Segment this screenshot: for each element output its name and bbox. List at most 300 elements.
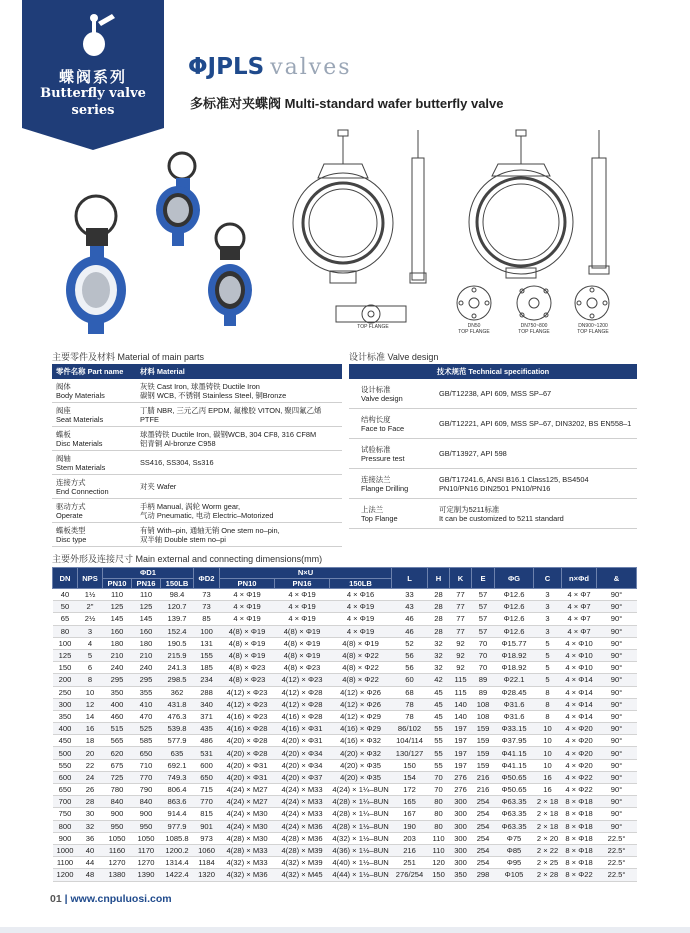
dimensions-cell: 110 [103, 589, 132, 601]
dimensions-cell: 3 [534, 613, 562, 625]
dimensions-cell: 4 × Φ19 [275, 589, 330, 601]
dimensions-cell: 300 [450, 808, 472, 820]
materials-row [52, 523, 342, 547]
dimensions-cell: 4(16) × Φ32 [330, 735, 392, 747]
design-value [433, 449, 637, 458]
materials-material [136, 526, 342, 544]
dimensions-cell: 28 [78, 796, 103, 808]
dimensions-cell: 92 [450, 662, 472, 674]
dimensions-cell: 4(24) × M30 [220, 808, 275, 820]
dimensions-cell: 770 [132, 771, 161, 783]
dimensions-cell: 977.9 [161, 820, 194, 832]
dimensions-cell: 400 [53, 723, 78, 735]
dimensions-cell: 4 × Φ19 [330, 601, 392, 613]
materials-material-line1: 手柄 Manual, 涡轮 Worm gear, [140, 501, 241, 511]
design-label-en: Flange Drilling [361, 483, 409, 493]
design-label [349, 445, 433, 463]
dimensions-cell: 1060 [194, 844, 220, 856]
dimensions-table-body [53, 589, 637, 882]
dimensions-cell: 8 [78, 674, 103, 686]
design-value-line1: GB/T17241.6, ANSI B16.1 Class125, BS4504 [439, 474, 589, 484]
dimensions-cell: 4(32) × M36 [220, 869, 275, 881]
dimensions-cell: 4(8) × Φ19 [275, 637, 330, 649]
dimensions-cell: 2 × 18 [534, 820, 562, 832]
materials-row [52, 379, 342, 403]
dimensions-cell: 1184 [194, 857, 220, 869]
dimensions-cell: 515 [103, 723, 132, 735]
dimensions-cell: 40 [53, 589, 78, 601]
dimensions-cell: 22.5° [597, 832, 637, 844]
materials-material-line1: 球墨铸铁 Ductile Iron, 碳钢WCB, 304 CF8, 316 CF8M [140, 429, 317, 439]
dimensions-cell: 298 [472, 869, 495, 881]
dimensions-cell: 6 [78, 662, 103, 674]
dimensions-cell: 4(8) × Φ19 [220, 649, 275, 661]
materials-material-line1: SS416, SS304, Ss316 [140, 458, 214, 467]
dimensions-cell: 234 [194, 674, 220, 686]
dimensions-cell: 531 [194, 747, 220, 759]
materials-material-line1: 灰铁 Cast Iron, 球墨铸铁 Ductile Iron [140, 381, 260, 391]
dimensions-cell: 300 [450, 796, 472, 808]
dimensions-cell: 4(8) × Φ19 [275, 649, 330, 661]
dimensions-cell: 28 [428, 601, 450, 613]
dimensions-cell: 32 [428, 637, 450, 649]
materials-material [136, 406, 342, 424]
dimensions-cell: 241.3 [161, 662, 194, 674]
dimensions-cell: 110 [428, 832, 450, 844]
dimensions-cell: 300 [450, 832, 472, 844]
dimensions-cell: 197 [450, 747, 472, 759]
dimensions-row [53, 698, 637, 710]
materials-part-en: Operate [56, 510, 83, 520]
dimensions-cell: 4(20) × Φ37 [275, 771, 330, 783]
dimensions-cell: 104/114 [392, 735, 428, 747]
dimensions-cell: 240 [103, 662, 132, 674]
design-row [349, 499, 637, 529]
dimensions-cell: 2 × 28 [534, 869, 562, 881]
dimensions-cell: 92 [450, 649, 472, 661]
dimensions-cell: 4 × Φ14 [562, 710, 597, 722]
design-value [433, 419, 637, 428]
dimensions-cell: 8 [534, 698, 562, 710]
dimensions-cell: Φ105 [495, 869, 534, 881]
materials-material-line2: 双半轴 Double stem no–pi [140, 534, 226, 544]
dimensions-row [53, 649, 637, 661]
materials-header-part: 零件名称 Part name [56, 367, 124, 376]
design-value [433, 475, 637, 493]
dimensions-row [53, 844, 637, 856]
dimensions-cell: 4(28) × 1¼–8UN [330, 808, 392, 820]
design-label [349, 415, 433, 433]
badge-title-en-line2: series [71, 103, 115, 118]
dimensions-cell: 92 [450, 637, 472, 649]
dimensions-cell: 650 [132, 747, 161, 759]
dimensions-cell: 139.7 [161, 613, 194, 625]
dimensions-cell: 3 [534, 601, 562, 613]
design-row [349, 469, 637, 499]
dimensions-cell: 90° [597, 771, 637, 783]
dimensions-row [53, 832, 637, 844]
design-value-line1: 可定制为5211标准 [439, 504, 500, 514]
dimensions-cell: 145 [132, 613, 161, 625]
dimensions-cell: 4(44) × 1½–8UN [330, 869, 392, 881]
dimensions-cell: 4 × Φ19 [275, 601, 330, 613]
dimensions-cell: 90° [597, 735, 637, 747]
dimensions-cell: Φ12.6 [495, 613, 534, 625]
dimensions-cell: 90° [597, 820, 637, 832]
design-label [349, 505, 433, 523]
page-subtitle: 多标准对夹蝶阀 Multi-standard wafer butterfly valve [190, 96, 504, 111]
dimensions-cell: 4(32) × M39 [275, 857, 330, 869]
dimensions-cell: 90° [597, 613, 637, 625]
dimensions-cell: Φ63.35 [495, 808, 534, 820]
dimensions-cell: 90° [597, 747, 637, 759]
dimensions-cell: 800 [53, 820, 78, 832]
dimensions-cell: 4(12) × Φ28 [275, 698, 330, 710]
dimensions-cell: 4 × Φ20 [562, 759, 597, 771]
dimensions-cell: 10 [78, 686, 103, 698]
dimensions-cell: 56 [392, 649, 428, 661]
dimensions-cell: 1085.8 [161, 832, 194, 844]
dimensions-cell: 863.6 [161, 796, 194, 808]
valve-photo-gear-small [156, 153, 200, 246]
dimensions-cell: 190 [392, 820, 428, 832]
dimensions-cell: 470 [132, 710, 161, 722]
dimensions-cell: 8 [534, 686, 562, 698]
dimensions-section-title: 主要外形及连接尺寸 Main external and connecting dimensions(mm) [52, 554, 323, 564]
dimensions-cell: 4(16) × Φ28 [220, 723, 275, 735]
dimensions-cell: 5 [534, 637, 562, 649]
dimensions-cell: 216 [472, 784, 495, 796]
materials-material-line2: 铝青铜 Al-bronze C958 [140, 438, 216, 448]
design-row [349, 379, 637, 409]
dimensions-cell: 1000 [53, 844, 78, 856]
dimensions-cell: 1160 [103, 844, 132, 856]
dimensions-cell: 4 × Φ10 [562, 649, 597, 661]
materials-row [52, 451, 342, 475]
materials-material [136, 458, 342, 467]
dimensions-cell: 130/127 [392, 747, 428, 759]
dimensions-cell: 749.3 [161, 771, 194, 783]
dimensions-cell: 460 [103, 710, 132, 722]
dimensions-cell: 4 × Φ19 [330, 625, 392, 637]
dimensions-cell: Φ12.6 [495, 589, 534, 601]
dimensions-cell: 450 [53, 735, 78, 747]
dimensions-cell: 203 [392, 832, 428, 844]
dimensions-cell: 16 [78, 723, 103, 735]
dimensions-cell: 4(32) × M33 [220, 857, 275, 869]
dimensions-cell: Φ37.95 [495, 735, 534, 747]
materials-material-line1: 对夹 Wafer [140, 482, 177, 491]
design-value-line2: PN10/PN16 DIN2501 PN10/PN16 [439, 483, 551, 493]
dimensions-cell: 692.1 [161, 759, 194, 771]
dimensions-cell: 4(24) × M33 [275, 796, 330, 808]
dimensions-cell: 90° [597, 686, 637, 698]
dimensions-cell: 770 [194, 796, 220, 808]
dimensions-cell: Φ50.65 [495, 784, 534, 796]
dimensions-cell: 1050 [132, 832, 161, 844]
dimensions-cell: 4(20) × Φ31 [220, 771, 275, 783]
dimensions-cell: 2½ [78, 613, 103, 625]
dimensions-cell: 250 [53, 686, 78, 698]
design-label-cn: 结构长度 [361, 414, 391, 424]
dimensions-cell: 1380 [103, 869, 132, 881]
dimensions-cell: 4 × Φ10 [562, 637, 597, 649]
dimensions-row [53, 808, 637, 820]
dimensions-cell: 4 × Φ7 [562, 589, 597, 601]
dimensions-cell: 815 [194, 808, 220, 820]
dimensions-cell: 90° [597, 723, 637, 735]
dimensions-cell: 650 [194, 771, 220, 783]
dimensions-row [53, 637, 637, 649]
dimensions-cell: 90° [597, 589, 637, 601]
dimensions-cell: 950 [103, 820, 132, 832]
dimensions-cell: 1314.4 [161, 857, 194, 869]
dimensions-cell: 4(32) × M45 [275, 869, 330, 881]
dimensions-cell: 476.3 [161, 710, 194, 722]
materials-material-line2: 碳钢 WCB, 不锈钢 Stainless Steel, 铜Bronze [140, 390, 287, 400]
dimensions-cell: 180 [132, 637, 161, 649]
dimensions-cell: 4(12) × Φ23 [220, 686, 275, 698]
dimensions-cell: 42 [428, 674, 450, 686]
dimensions-cell: 914.4 [161, 808, 194, 820]
materials-part-cn: 连接方式 [56, 477, 86, 487]
dimensions-cell: 577.9 [161, 735, 194, 747]
materials-part [52, 478, 136, 496]
dimensions-cell: 1170 [132, 844, 161, 856]
caption-dn: DN50 [467, 323, 481, 329]
dimensions-cell: 28 [428, 613, 450, 625]
dimensions-cell: 4(28) × M30 [220, 832, 275, 844]
dimensions-table-head [53, 568, 637, 589]
dimensions-cell: 4(8) × Φ22 [330, 649, 392, 661]
brand-logo-mark: ΦJPLS [188, 54, 265, 80]
dimensions-cell: 675 [103, 759, 132, 771]
dimensions-cell: 4 × Φ20 [562, 747, 597, 759]
dimensions-cell: 30 [78, 808, 103, 820]
dimensions-row [53, 625, 637, 637]
dimensions-cell: 8 × Φ18 [562, 796, 597, 808]
dimensions-cell: 1320 [194, 869, 220, 881]
design-row [349, 439, 637, 469]
dimensions-cell: Φ28.45 [495, 686, 534, 698]
dimensions-cell: 89 [472, 686, 495, 698]
dimensions-cell: 4(20) × Φ34 [275, 759, 330, 771]
dim-head-c: C [534, 568, 562, 589]
dimensions-cell: 431.8 [161, 698, 194, 710]
dimensions-cell: 85 [194, 613, 220, 625]
drawing-top-flange-1 [336, 305, 406, 323]
dimensions-cell: 4 × Φ19 [220, 601, 275, 613]
dimensions-cell: 70 [472, 662, 495, 674]
dimensions-cell: 190.5 [161, 637, 194, 649]
dimensions-cell: Φ41.15 [495, 759, 534, 771]
dim-head-nxu-150lb: 150LB [330, 578, 392, 589]
dimensions-cell: 216 [472, 771, 495, 783]
dimensions-cell: 400 [103, 698, 132, 710]
dimensions-cell: 89 [472, 674, 495, 686]
dimensions-cell: 4(24) × M36 [275, 820, 330, 832]
dimensions-cell: 950 [132, 820, 161, 832]
dimensions-cell: 620 [103, 747, 132, 759]
dimensions-cell: 10 [534, 723, 562, 735]
dimensions-cell: 16 [534, 771, 562, 783]
materials-part-cn: 阀座 [56, 405, 71, 415]
dimensions-cell: 4(8) × Φ19 [275, 625, 330, 637]
dimensions-cell: 1200 [53, 869, 78, 881]
dimensions-cell: 14 [78, 710, 103, 722]
dimensions-cell: 4(16) × Φ31 [275, 723, 330, 735]
dim-head-nps: NPS [78, 568, 103, 589]
dimensions-cell: 32 [78, 820, 103, 832]
dimensions-cell: 4(16) × Φ28 [275, 710, 330, 722]
dimensions-row [53, 674, 637, 686]
dimensions-cell: 4 × Φ19 [220, 613, 275, 625]
dimensions-cell: 45 [428, 686, 450, 698]
dimensions-cell: 90° [597, 808, 637, 820]
dimensions-cell: 1100 [53, 857, 78, 869]
dimensions-cell: 350 [103, 686, 132, 698]
dimensions-cell: 4 × Φ16 [330, 589, 392, 601]
dimensions-cell: 90° [597, 796, 637, 808]
dimensions-cell: 159 [472, 723, 495, 735]
dimensions-cell: 4(16) × Φ23 [220, 710, 275, 722]
dimensions-cell: 350 [53, 710, 78, 722]
dimensions-cell: 3 [534, 589, 562, 601]
materials-material-line1: 有销 With–pin, 通轴无销 One stem no–pin, [140, 525, 280, 535]
dimensions-cell: 100 [194, 625, 220, 637]
dimensions-cell: 70 [472, 649, 495, 661]
dim-head-nxd: n×Φd [562, 568, 597, 589]
dimensions-cell: 8 × Φ18 [562, 820, 597, 832]
dimensions-cell: 12 [78, 698, 103, 710]
design-label-cn: 上法兰 [361, 504, 384, 514]
dimensions-cell: 159 [472, 747, 495, 759]
dimensions-row [53, 759, 637, 771]
dimensions-cell: 4(24) × M27 [220, 784, 275, 796]
dimensions-cell: 355 [132, 686, 161, 698]
dimensions-cell: 8 × Φ18 [562, 857, 597, 869]
materials-row [52, 403, 342, 427]
dimensions-cell: 180 [103, 637, 132, 649]
dimensions-cell: 210 [132, 649, 161, 661]
materials-part [52, 526, 136, 544]
dimensions-cell: 4(40) × 1½–8UN [330, 857, 392, 869]
dimensions-cell: 90° [597, 637, 637, 649]
dimensions-cell: 1390 [132, 869, 161, 881]
footer [50, 893, 172, 905]
dimensions-cell: 585 [132, 735, 161, 747]
dimensions-cell: 4(8) × Φ23 [220, 674, 275, 686]
dimensions-cell: 8 × Φ18 [562, 832, 597, 844]
dimensions-cell: 4(28) × M36 [275, 832, 330, 844]
materials-material-line2: 气动 Pneumatic, 电动 Electric–Motorized [140, 510, 274, 520]
dimensions-cell: 525 [132, 723, 161, 735]
dimensions-cell: 77 [450, 589, 472, 601]
dimensions-cell: 108 [472, 698, 495, 710]
dimensions-cell: 115 [450, 686, 472, 698]
dimensions-cell: 125 [103, 601, 132, 613]
design-label [349, 385, 433, 403]
design-value [433, 505, 637, 523]
dimensions-cell: Φ63.35 [495, 796, 534, 808]
dimensions-cell: 22.5° [597, 857, 637, 869]
caption-dn-range-1: DN750~800 [520, 323, 548, 329]
dimensions-cell: 55 [428, 723, 450, 735]
dimensions-cell: 486 [194, 735, 220, 747]
dimensions-cell: 4 × Φ19 [330, 613, 392, 625]
valve-photo-gear-right [208, 224, 252, 326]
drawing-top-flange-3 [517, 286, 551, 320]
dimensions-cell: 700 [53, 796, 78, 808]
dimensions-cell: Φ12.6 [495, 625, 534, 637]
dimensions-cell: 4 × Φ14 [562, 698, 597, 710]
bottom-bar [0, 927, 690, 933]
dimensions-cell: 216 [392, 844, 428, 856]
materials-part-en: End Connection [56, 486, 109, 496]
materials-part-en: Disc Materials [56, 438, 103, 448]
dimensions-cell: 298.5 [161, 674, 194, 686]
dimensions-row [53, 784, 637, 796]
dimensions-cell: 145 [103, 613, 132, 625]
dimensions-cell: 55 [428, 735, 450, 747]
dimensions-cell: 1270 [103, 857, 132, 869]
dimensions-cell: 77 [450, 601, 472, 613]
dimensions-table [52, 567, 637, 882]
dimensions-cell: 20 [78, 747, 103, 759]
dimensions-cell: 125 [53, 649, 78, 661]
dimensions-cell: 8 × Φ22 [562, 869, 597, 881]
design-label [349, 475, 433, 493]
page-number: 01 [50, 893, 62, 905]
dimensions-cell: Φ41.15 [495, 747, 534, 759]
dimensions-cell: Φ18.92 [495, 662, 534, 674]
dimensions-cell: Φ75 [495, 832, 534, 844]
dimensions-cell: 4(8) × Φ19 [220, 625, 275, 637]
dimensions-row [53, 686, 637, 698]
dimensions-cell: 371 [194, 710, 220, 722]
dimensions-cell: 110 [132, 589, 161, 601]
materials-header-material: 材料 Material [140, 367, 185, 376]
design-value-line2: It can be customized to 5211 standard [439, 513, 564, 523]
materials-part [52, 430, 136, 448]
dimensions-cell: 410 [132, 698, 161, 710]
dimensions-cell: 600 [53, 771, 78, 783]
dimensions-row [53, 723, 637, 735]
design-label-cn: 设计标准 [361, 384, 391, 394]
caption-top-flange-2: TOP FLANGE [458, 329, 490, 335]
dimensions-cell: Φ95 [495, 857, 534, 869]
dimensions-cell: 90° [597, 759, 637, 771]
dimensions-cell: 40 [78, 844, 103, 856]
dimensions-cell: Φ50.65 [495, 771, 534, 783]
dimensions-cell: 3 [534, 625, 562, 637]
dimensions-cell: 32 [428, 662, 450, 674]
dimensions-cell: 295 [132, 674, 161, 686]
dimensions-cell: 100 [53, 637, 78, 649]
dimensions-row [53, 857, 637, 869]
drawing-top-flange-4 [575, 286, 609, 320]
dimensions-cell: 600 [194, 759, 220, 771]
design-value-line1: GB/T12238, API 609, MSS SP–67 [439, 389, 552, 398]
dimensions-cell: 2 × 20 [534, 832, 562, 844]
dimensions-cell: 254 [472, 832, 495, 844]
dimensions-cell: 4(36) × 1½–8UN [330, 844, 392, 856]
footer-url: www.cnpuluosi.com [70, 893, 172, 905]
dimensions-cell: 150 [392, 759, 428, 771]
design-label-cn: 连接法兰 [361, 474, 391, 484]
dimensions-cell: 1200.2 [161, 844, 194, 856]
dimensions-cell: 4(24) × M27 [220, 796, 275, 808]
